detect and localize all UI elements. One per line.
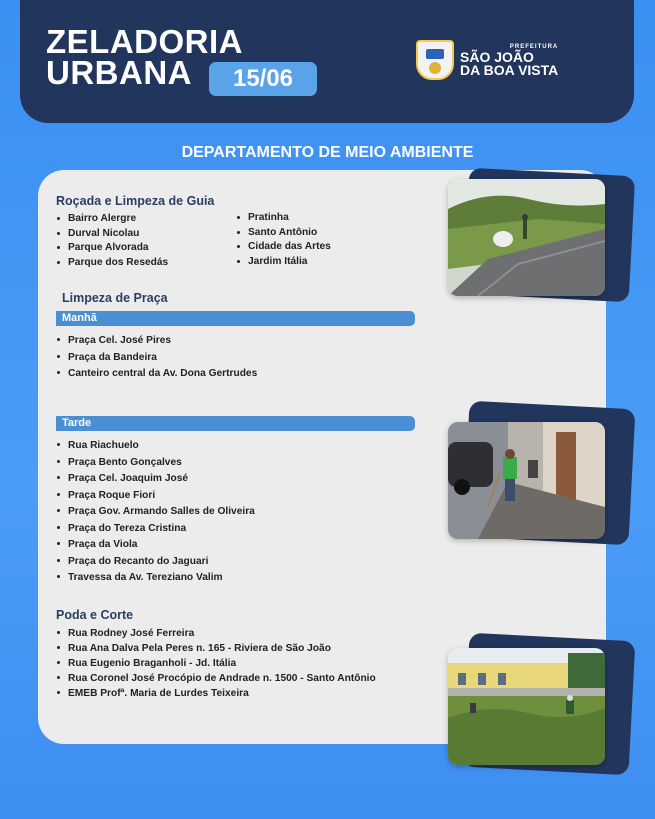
list-item: Santo Antônio bbox=[236, 226, 331, 241]
department-title: DEPARTAMENTO DE MEIO AMBIENTE bbox=[181, 144, 474, 161]
list-item: Parque dos Resedás bbox=[56, 256, 168, 271]
list-item: Praça da Bandeira bbox=[56, 350, 257, 367]
list-item: Parque Alvorada bbox=[56, 241, 168, 256]
poda-title: Poda e Corte bbox=[56, 608, 134, 622]
list-item: Durval Nicolau bbox=[56, 227, 168, 242]
praca-title: Limpeza de Praça bbox=[62, 291, 168, 305]
list-item: Praça do Recanto do Jaguari bbox=[56, 554, 255, 571]
rocada-list-col1 bbox=[56, 212, 168, 270]
photo-poda bbox=[448, 648, 605, 765]
list-item: Pratinha bbox=[236, 211, 331, 226]
list-item: Travessa da Av. Tereziano Valim bbox=[56, 570, 255, 587]
logo-line-2: DA BOA VISTA bbox=[460, 62, 559, 78]
logo-small-text: PREFEITURA bbox=[509, 44, 559, 50]
list-item: Praça do Tereza Cristina bbox=[56, 521, 255, 538]
poda-list bbox=[56, 626, 376, 701]
list-item: Praça Cel. José Pires bbox=[56, 333, 257, 350]
list-item: Praça Cel. Joaquim José bbox=[56, 471, 255, 488]
manha-list bbox=[56, 333, 257, 383]
list-item: Jardim Itália bbox=[236, 255, 331, 270]
list-item: Canteiro central da Av. Dona Gertrudes bbox=[56, 366, 257, 383]
list-item: Rua Riachuelo bbox=[56, 438, 255, 455]
list-item: Rua Ana Dalva Pela Peres n. 165 - Riviera de São João bbox=[56, 641, 376, 656]
logo-line-1: SÃO JOÃO bbox=[460, 49, 534, 65]
list-item: Rua Coronel José Procópio de Andrade n. 1500 - Santo Antônio bbox=[56, 671, 376, 686]
list-item: Praça da Viola bbox=[56, 537, 255, 554]
list-item: Cidade das Artes bbox=[236, 240, 331, 255]
rocada-title: Roçada e Limpeza de Guia bbox=[56, 194, 215, 208]
list-item: Praça Bento Gonçalves bbox=[56, 455, 255, 472]
crest-icon bbox=[416, 40, 454, 80]
date-badge: 15/06 bbox=[209, 62, 317, 96]
tarde-list bbox=[56, 438, 255, 587]
list-item: EMEB Profª. Maria de Lurdes Teixeira bbox=[56, 686, 376, 701]
list-item: Rua Eugenio Braganholi - Jd. Itália bbox=[56, 656, 376, 671]
photo-praca bbox=[448, 422, 605, 539]
tarde-bar: Tarde bbox=[56, 416, 415, 431]
rocada-list-col2 bbox=[236, 211, 331, 269]
list-item: Praça Roque Fiori bbox=[56, 488, 255, 505]
prefeitura-logo bbox=[416, 40, 558, 80]
list-item: Bairro Alergre bbox=[56, 212, 168, 227]
manha-bar: Manhã bbox=[56, 311, 415, 326]
list-item: Rua Rodney José Ferreira bbox=[56, 626, 376, 641]
photo-rocada bbox=[448, 179, 605, 296]
list-item: Praça Gov. Armando Salles de Oliveira bbox=[56, 504, 255, 521]
title-line-2: URBANA bbox=[46, 54, 192, 91]
title-line-1: ZELADORIA bbox=[46, 23, 243, 60]
